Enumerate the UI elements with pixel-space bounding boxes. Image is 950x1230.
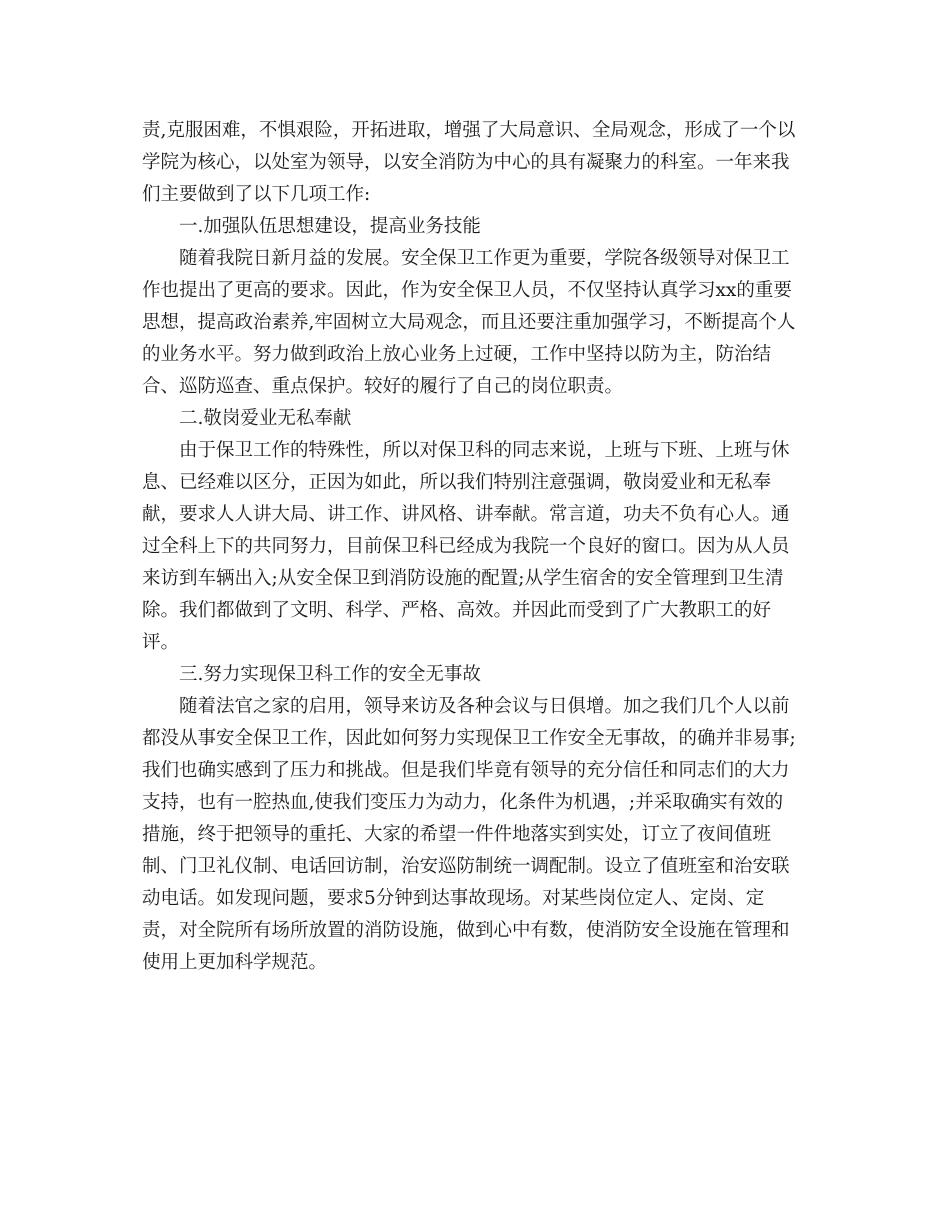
paragraph-line: 动电话。如发现问题，要求5分钟到达事故现场。对某些岗位定人、定岗、定 <box>142 888 765 909</box>
paragraph-line: 来访到车辆出入;从安全保卫到消防设施的配置;从学生宿舍的安全管理到卫生清 <box>142 568 784 589</box>
section-heading-1: 一.加强队伍思想建设，提高业务技能 <box>179 216 481 237</box>
paragraph-line: 献，要求人人讲大局、讲工作、讲风格、讲奉献。常言道，功夫不负有心人。通 <box>142 504 790 525</box>
paragraph-line: 制、门卫礼仪制、电话回访制，治安巡防制统一调配制。设立了值班室和治安联 <box>142 856 790 877</box>
paragraph-line: 学院为核心，以处室为领导，以安全消防为中心的具有凝聚力的科室。一年来我 <box>142 152 790 173</box>
paragraph-line: 息、已经难以区分，正因为如此，所以我们特别注意强调，敬岗爱业和无私奉 <box>142 472 772 493</box>
paragraph-line: 作也提出了更高的要求。因此，作为安全保卫人员，不仅坚持认真学习xx的重要 <box>142 280 792 301</box>
paragraph-line: 由于保卫工作的特殊性，所以对保卫科的同志来说，上班与下班、上班与休 <box>179 440 790 461</box>
paragraph-line: 的业务水平。努力做到政治上放心业务上过硬，工作中坚持以防为主，防治结 <box>142 344 772 365</box>
paragraph-line: 合、巡防巡查、重点保护。较好的履行了自己的岗位职责。 <box>142 376 624 397</box>
paragraph-line: 随着法官之家的启用，领导来访及各种会议与日俱增。加之我们几个人以前 <box>179 696 790 717</box>
paragraph-line: 随着我院日新月益的发展。安全保卫工作更为重要，学院各级领导对保卫工 <box>179 248 790 269</box>
paragraph-line: 我们也确实感到了压力和挑战。但是我们毕竟有领导的充分信任和同志们的大力 <box>142 760 790 781</box>
paragraph-line: 使用上更加科学规范。 <box>142 952 328 973</box>
section-heading-2: 二.敬岗爱业无私奉献 <box>179 408 352 429</box>
paragraph-line: 责，对全院所有场所放置的消防设施，做到心中有数，使消防安全设施在管理和 <box>142 920 790 941</box>
paragraph-line: 责,克服困难，不惧艰险，开拓进取，增强了大局意识、全局观念，形成了一个以 <box>142 120 796 141</box>
paragraph-line: 措施，终于把领导的重托、大家的希望一件件地落实到实处，订立了夜间值班 <box>142 824 772 845</box>
paragraph-line: 过全科上下的共同努力，目前保卫科已经成为我院一个良好的窗口。因为从人员 <box>142 536 790 557</box>
paragraph-line: 都没从事安全保卫工作，因此如何努力实现保卫工作安全无事故，的确并非易事; <box>142 728 796 749</box>
document-body <box>142 115 812 979</box>
paragraph-line: 除。我们都做到了文明、科学、严格、高效。并因此而受到了广大教职工的好 <box>142 600 772 621</box>
paragraph-line: 支持，也有一腔热血,使我们变压力为动力，化条件为机遇，;并采取确实有效的 <box>142 792 784 813</box>
paragraph-line: 们主要做到了以下几项工作: <box>142 184 371 205</box>
paragraph-line: 思想，提高政治素养,牢固树立大局观念，而且还要注重加强学习，不断提高个人 <box>142 312 796 333</box>
section-heading-3: 三.努力实现保卫科工作的安全无事故 <box>179 664 481 685</box>
paragraph-line: 评。 <box>142 632 180 653</box>
